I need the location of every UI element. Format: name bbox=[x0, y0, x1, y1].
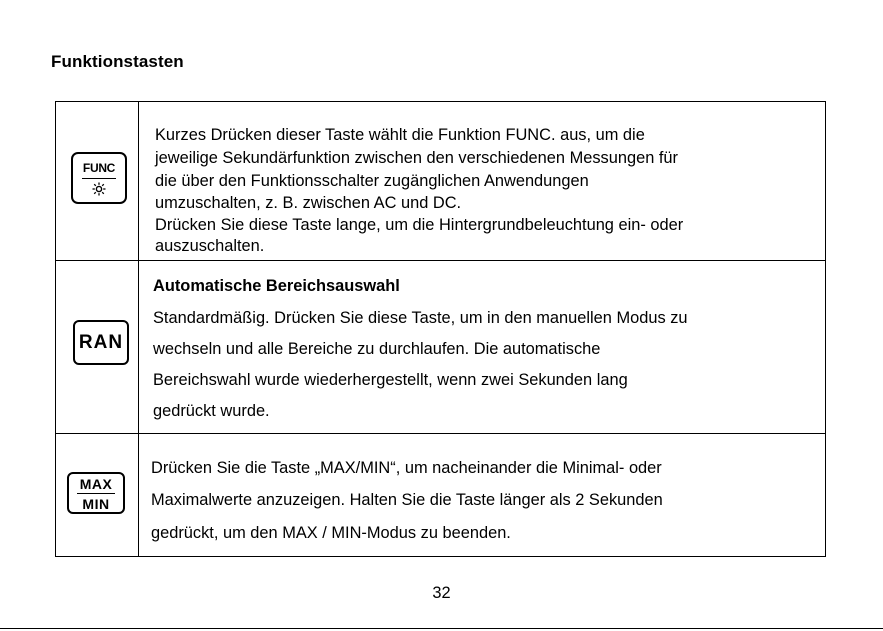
description-line: Standardmäßig. Drücken Sie diese Taste, um in den manuellen Modus zu bbox=[153, 309, 688, 327]
description-line: Maximalwerte anzuzeigen. Halten Sie die Taste länger als 2 Sekunden bbox=[151, 491, 663, 509]
description-title: Automatische Bereichsauswahl bbox=[153, 277, 400, 295]
page-number: 32 bbox=[432, 584, 451, 602]
icon-cell bbox=[56, 434, 138, 557]
description-line: Kurzes Drücken dieser Taste wählt die Funktion FUNC. aus, um die bbox=[155, 126, 645, 144]
description-line: jeweilige Sekundärfunktion zwischen den verschiedenen Messungen für bbox=[155, 149, 678, 167]
description-cell bbox=[139, 102, 825, 260]
description-line: wechseln und alle Bereiche zu durchlaufen. Die automatische bbox=[153, 340, 601, 358]
func-key-divider bbox=[82, 178, 116, 179]
description-line: umzuschalten, z. B. zwischen AC und DC. bbox=[155, 194, 462, 212]
description-line: auszuschalten. bbox=[155, 237, 265, 255]
ran-key-label: RAN bbox=[78, 332, 124, 353]
icon-cell bbox=[56, 261, 138, 433]
backlight-sun-icon bbox=[92, 182, 106, 196]
table-row-ran bbox=[56, 261, 825, 433]
description-cell bbox=[139, 261, 825, 433]
description-line: gedrückt, um den MAX / MIN-Modus zu beenden. bbox=[151, 524, 511, 542]
max-min-key-icon bbox=[67, 472, 125, 514]
section-heading: Funktionstasten bbox=[51, 52, 184, 71]
description-line: Bereichswahl wurde wiederhergestellt, wenn zwei Sekunden lang bbox=[153, 371, 628, 389]
description-cell bbox=[139, 434, 825, 557]
max-key-label: MAX bbox=[79, 476, 113, 492]
icon-cell bbox=[56, 102, 138, 260]
description-line: Drücken Sie diese Taste lange, um die Hintergrundbeleuchtung ein- oder bbox=[155, 216, 684, 234]
table-row-func bbox=[56, 102, 825, 260]
table-row-max-min bbox=[56, 434, 825, 557]
description-line: gedrückt wurde. bbox=[153, 402, 270, 420]
func-key-label: FUNC bbox=[82, 161, 116, 175]
range-key-icon bbox=[73, 320, 129, 365]
footer-rule bbox=[0, 628, 883, 629]
func-backlight-key-icon bbox=[71, 152, 127, 204]
description-line: Drücken Sie die Taste „MAX/MIN“, um nacheinander die Minimal- oder bbox=[151, 459, 662, 477]
max-min-key-divider bbox=[77, 493, 115, 494]
function-keys-table bbox=[55, 101, 826, 557]
min-key-label: MIN bbox=[82, 496, 110, 512]
description-line: die über den Funktionsschalter zugänglichen Anwendungen bbox=[155, 172, 589, 190]
